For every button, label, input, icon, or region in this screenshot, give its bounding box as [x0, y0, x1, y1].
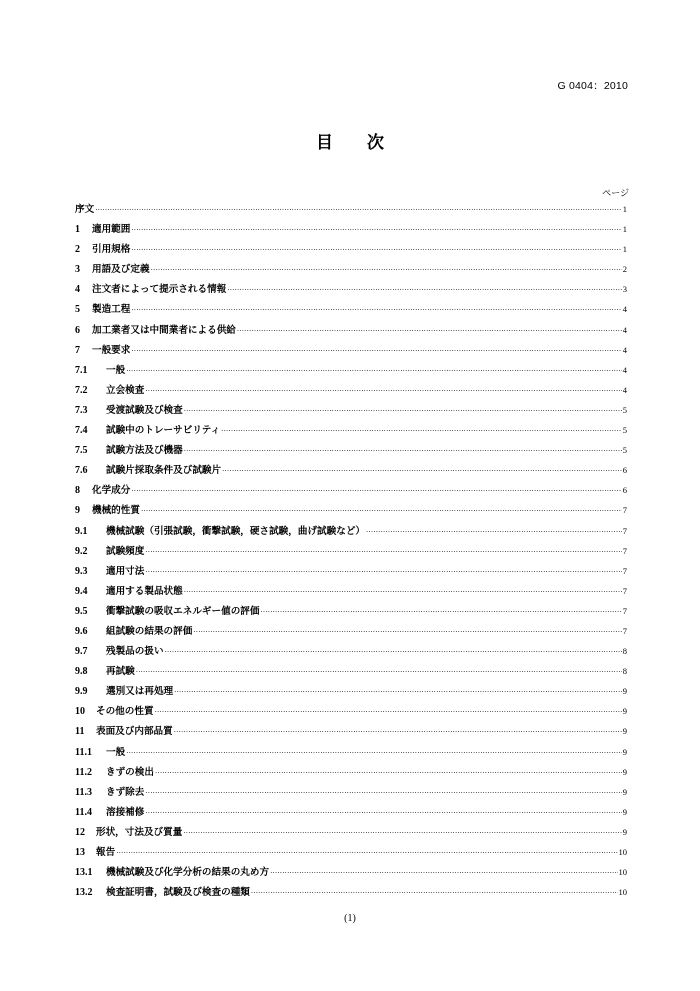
toc-entry[interactable] [75, 723, 627, 743]
toc-entry[interactable] [75, 281, 627, 301]
toc-entry[interactable] [75, 342, 627, 362]
toc-entry-page: 1 [622, 244, 627, 255]
toc-entry-number: 2 [75, 244, 80, 256]
toc-dot-leader [155, 708, 622, 716]
toc-entry-number: 9.4 [75, 585, 88, 597]
toc-entry-number: 11.2 [75, 766, 92, 778]
toc-entry-number: 12 [75, 826, 85, 838]
toc-dot-leader [183, 829, 621, 837]
toc-entry-number: 8 [75, 485, 80, 497]
toc-entry[interactable] [75, 523, 627, 543]
toc-entry-number: 13 [75, 847, 85, 858]
toc-entry-title: 再試験 [106, 666, 135, 678]
toc-entry[interactable] [75, 422, 627, 442]
toc-entry-title: 試験片採取条件及び試験片 [106, 465, 222, 477]
toc-entry-page: 1 [622, 224, 627, 235]
toc-entry-number: 3 [75, 264, 80, 276]
toc-entry-number: 9.8 [75, 666, 88, 678]
toc-entry-page: 5 [622, 425, 627, 436]
toc-entry[interactable] [75, 623, 627, 643]
toc-entry-title: 選別又は再処理 [106, 686, 174, 698]
toc-entry-title: 用語及び定義 [92, 264, 150, 276]
toc-dot-leader [131, 226, 621, 234]
toc-entry-page: 5 [622, 404, 627, 415]
toc-entry-number: 7.1 [75, 364, 88, 376]
toc-entry-page: 3 [622, 284, 627, 295]
toc-dot-leader [131, 306, 621, 314]
toc-dot-leader [184, 588, 622, 596]
toc-entry-number: 7.3 [75, 404, 88, 416]
toc-entry-page: 9 [622, 826, 627, 837]
toc-entry-page: 4 [622, 384, 627, 395]
page-number: (1) [344, 913, 356, 924]
toc-entry[interactable] [75, 462, 627, 482]
toc-entry-number: 5 [75, 304, 80, 316]
toc-entry-title: 立会検査 [106, 384, 145, 396]
toc-dot-leader [131, 347, 621, 355]
toc-entry-number: 11 [75, 726, 85, 738]
toc-dot-leader [221, 427, 622, 435]
toc-entry-page: 7 [622, 605, 627, 616]
toc-entry-page: 8 [622, 646, 627, 657]
toc-entry-page: 7 [622, 505, 627, 516]
toc-entry-title: 表面及び内部品質 [96, 726, 173, 738]
toc-entry-page: 6 [622, 465, 627, 476]
toc-entry[interactable] [75, 241, 627, 261]
toc-entry-number: 9.1 [75, 525, 88, 537]
toc-dot-leader [251, 889, 618, 897]
toc-dot-leader [95, 206, 622, 214]
toc-entry-page: 9 [622, 686, 627, 697]
toc-entry-number: 9.6 [75, 625, 88, 637]
toc-entry-number: 1 [75, 224, 80, 236]
toc-entry-title: 溶接補修 [106, 806, 145, 818]
toc-dot-leader [184, 407, 622, 415]
toc-entry-number: 13.1 [75, 867, 93, 879]
toc-entry[interactable] [75, 563, 627, 583]
toc-entry-title: 残製品の扱い [106, 646, 164, 658]
toc-entry[interactable] [75, 683, 627, 703]
table-of-contents [75, 201, 627, 904]
toc-entry-page: 10 [618, 867, 627, 878]
toc-entry-page: 4 [622, 324, 627, 335]
page-column-label: ページ [602, 189, 629, 199]
toc-dot-leader [237, 327, 622, 335]
toc-dot-leader [131, 246, 621, 254]
toc-entry-number: 10 [75, 706, 85, 718]
toc-entry[interactable] [75, 382, 627, 402]
toc-entry-title: 受渡試験及び検査 [106, 404, 183, 416]
toc-entry-number: 7.2 [75, 384, 88, 396]
toc-entry-page: 10 [618, 847, 627, 857]
toc-entry-number: 4 [75, 284, 80, 296]
toc-entry[interactable] [75, 884, 627, 904]
toc-entry-number: 7.4 [75, 425, 88, 437]
toc-dot-leader [145, 387, 621, 395]
toc-entry-title: 一般 [106, 746, 126, 758]
toc-dot-leader [126, 749, 622, 757]
toc-dot-leader [366, 528, 622, 536]
toc-entry-number: 11.4 [75, 806, 92, 818]
toc-entry-number: 9.7 [75, 646, 88, 658]
toc-entry[interactable] [75, 643, 627, 663]
toc-entry-page: 7 [622, 545, 627, 556]
toc-entry-title: きずの検出 [106, 766, 154, 778]
toc-entry-title: 機械的性質 [92, 505, 140, 517]
toc-entry[interactable] [75, 442, 627, 462]
toc-dot-leader [131, 487, 621, 495]
toc-entry-number: 6 [75, 324, 80, 336]
toc-entry-title: 注文者によって提示される情報 [92, 284, 227, 296]
toc-entry-page: 8 [622, 666, 627, 677]
toc-entry-title: 報告 [96, 847, 116, 858]
toc-entry-page: 9 [622, 746, 627, 757]
toc-dot-leader [184, 447, 622, 455]
toc-entry[interactable] [75, 482, 627, 502]
toc-entry-title: 引用規格 [92, 244, 131, 256]
toc-entry-page: 9 [622, 766, 627, 777]
toc-entry-page: 7 [622, 565, 627, 576]
toc-entry-title: その他の性質 [96, 706, 154, 718]
document-number: G 0404：2010 [557, 80, 628, 92]
toc-entry[interactable] [75, 744, 627, 764]
toc-entry-page: 9 [622, 806, 627, 817]
toc-dot-leader [145, 789, 621, 797]
toc-entry-number: 7.6 [75, 465, 88, 477]
toc-entry-title: 試験頻度 [106, 545, 145, 557]
toc-entry[interactable] [75, 221, 627, 241]
toc-entry-number: 11.3 [75, 786, 92, 798]
toc-entry-title: 組試験の結果の評価 [106, 625, 193, 637]
toc-dot-leader [155, 769, 622, 777]
toc-entry-number: 9.9 [75, 686, 88, 698]
toc-entry-title: 試験方法及び機器 [106, 445, 183, 457]
toc-entry-number: 7 [75, 344, 80, 356]
toc-dot-leader [222, 467, 622, 475]
toc-dot-leader [174, 728, 622, 736]
toc-dot-leader [145, 809, 621, 817]
toc-dot-leader [116, 849, 617, 857]
toc-entry-page: 2 [622, 264, 627, 275]
toc-entry-page: 4 [622, 364, 627, 375]
page-title: 目 次 [316, 133, 398, 153]
toc-entry[interactable] [75, 844, 627, 864]
toc-dot-leader [174, 688, 622, 696]
toc-entry-page: 4 [622, 304, 627, 315]
toc-dot-leader [126, 367, 622, 375]
toc-entry-page: 5 [622, 445, 627, 456]
toc-dot-leader [145, 568, 621, 576]
toc-entry[interactable] [75, 402, 627, 422]
toc-entry-page: 7 [622, 525, 627, 536]
toc-entry[interactable] [75, 703, 627, 723]
toc-entry-title: 一般 [106, 364, 126, 376]
toc-entry-page: 9 [622, 786, 627, 797]
toc-entry-number: 9.3 [75, 565, 88, 577]
toc-entry-number: 13.2 [75, 887, 93, 899]
toc-entry-title: 加工業者又は中間業者による供給 [92, 324, 236, 336]
toc-entry-title: 形状，寸法及び質量 [96, 826, 183, 838]
toc-entry-title: 機械試験及び化学分析の結果の丸め方 [106, 867, 270, 879]
toc-entry-title: 化学成分 [92, 485, 131, 497]
toc-entry[interactable] [75, 784, 627, 804]
toc-entry-title: 製造工程 [92, 304, 131, 316]
toc-entry-page: 9 [622, 706, 627, 717]
toc-dot-leader [136, 668, 622, 676]
toc-entry[interactable] [75, 261, 627, 281]
toc-entry-page: 10 [618, 887, 627, 898]
toc-entry-title: 試験中のトレーサビリティ [106, 425, 221, 437]
toc-dot-leader [261, 608, 622, 616]
toc-dot-leader [145, 548, 621, 556]
toc-entry[interactable] [75, 603, 627, 623]
toc-entry-number: 9.2 [75, 545, 88, 557]
toc-entry-title: 衝撃試験の吸収エネルギー値の評価 [106, 605, 260, 617]
toc-entry-title: 検査証明書，試験及び検査の種類 [106, 887, 250, 899]
toc-entry-page: 6 [622, 485, 627, 496]
toc-entry[interactable] [75, 764, 627, 784]
toc-entry[interactable] [75, 583, 627, 603]
toc-entry[interactable] [75, 502, 627, 522]
toc-dot-leader [165, 648, 622, 656]
toc-entry[interactable] [75, 322, 627, 342]
toc-entry[interactable] [75, 201, 627, 221]
toc-entry-page: 9 [622, 726, 627, 737]
toc-entry[interactable] [75, 824, 627, 844]
toc-entry-page: 1 [622, 204, 627, 214]
toc-entry-title: 序文 [75, 204, 95, 215]
toc-entry-title: 機械試験（引張試験，衝撃試験，硬さ試験，曲げ試験など） [106, 525, 366, 537]
toc-entry[interactable] [75, 543, 627, 563]
toc-entry[interactable] [75, 864, 627, 884]
toc-entry-title: 適用範囲 [92, 224, 131, 236]
toc-entry-number: 7.5 [75, 445, 88, 457]
toc-entry-title: きず除去 [106, 786, 145, 798]
toc-entry-number: 9 [75, 505, 80, 517]
toc-dot-leader [270, 869, 617, 877]
toc-entry-title: 一般要求 [92, 344, 131, 356]
toc-entry-number: 9.5 [75, 605, 88, 617]
toc-entry[interactable] [75, 301, 627, 321]
toc-entry-page: 7 [622, 585, 627, 596]
toc-dot-leader [193, 628, 621, 636]
toc-dot-leader [151, 266, 622, 274]
toc-dot-leader [227, 286, 621, 294]
toc-entry[interactable] [75, 804, 627, 824]
toc-entry-number: 11.1 [75, 746, 92, 758]
toc-entry-title: 適用寸法 [106, 565, 145, 577]
toc-entry[interactable] [75, 663, 627, 683]
toc-entry-page: 7 [622, 625, 627, 636]
toc-entry-page: 4 [622, 344, 627, 355]
toc-dot-leader [141, 507, 622, 515]
toc-entry[interactable] [75, 362, 627, 382]
toc-entry-title: 適用する製品状態 [106, 585, 183, 597]
